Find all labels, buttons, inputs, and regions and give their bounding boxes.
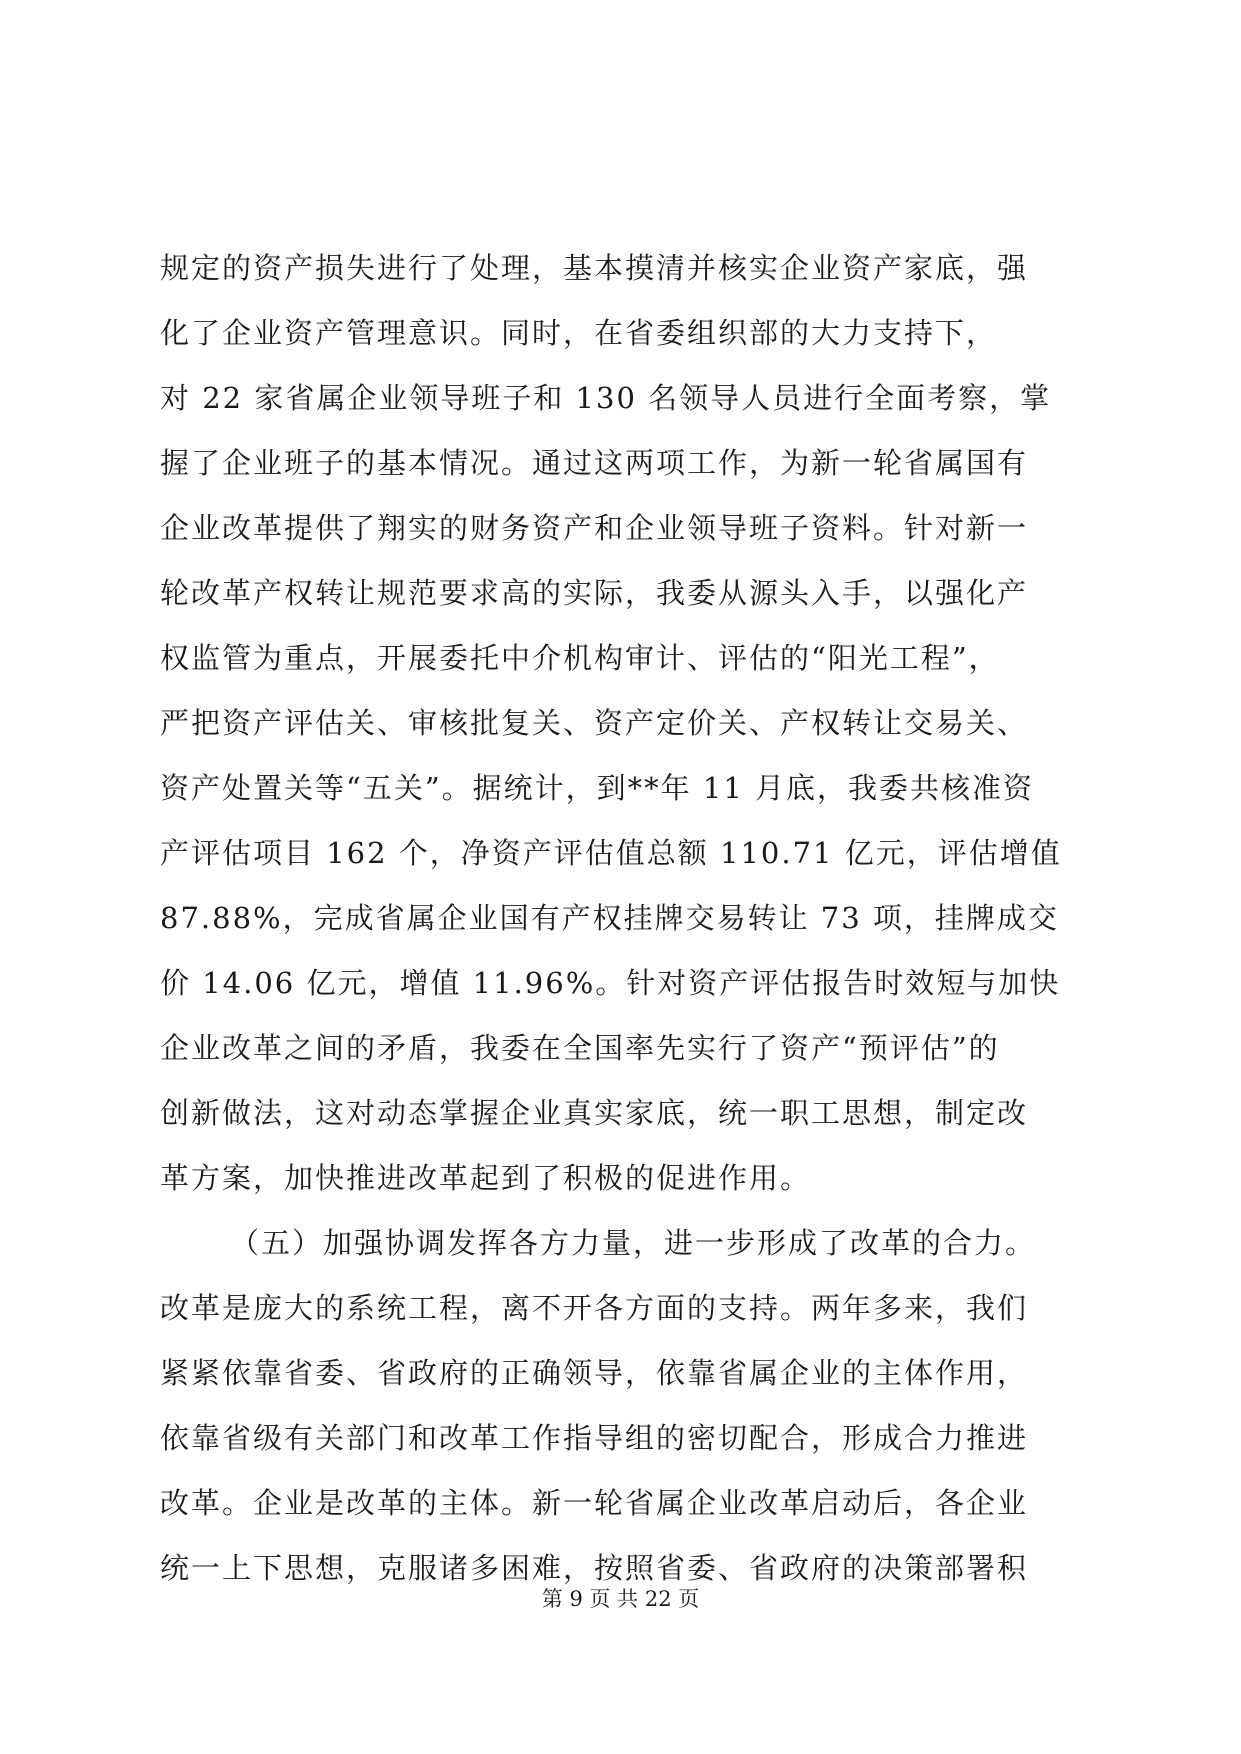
- text-line: 改革。企业是改革的主体。新一轮省属企业改革启动后，各企业: [160, 1486, 1029, 1520]
- text-line: 革方案，加快推进改革起到了积极的促进作用。: [160, 1161, 812, 1195]
- text-line: 化了企业资产管理意识。同时，在省委组织部的大力支持下，: [160, 316, 998, 350]
- text-line: 资产处置关等“五关”。据统计，到**年 11 月底，我委共核准资: [160, 771, 1034, 805]
- text-line: 严把资产评估关、审核批复关、资产定价关、产权转让交易关、: [160, 706, 1029, 740]
- text-line: 权监管为重点，开展委托中介机构审计、评估的“阳光工程”，: [160, 641, 1000, 675]
- text-line: 创新做法，这对动态掌握企业真实家底，统一职工思想，制定改: [160, 1096, 1029, 1130]
- text-line: 依靠省级有关部门和改革工作指导组的密切配合，形成合力推进: [160, 1421, 1029, 1455]
- text-line: 改革是庞大的系统工程，离不开各方面的支持。两年多来，我们: [160, 1291, 1029, 1325]
- text-line: 产评估项目 162 个，净资产评估值总额 110.71 亿元，评估增值: [160, 836, 1062, 870]
- text-line: 轮改革产权转让规范要求高的实际，我委从源头入手，以强化产: [160, 576, 1029, 610]
- text-line: 价 14.06 亿元，增值 11.96%。针对资产评估报告时效短与加快: [160, 966, 1061, 1000]
- body-text: [160, 236, 1100, 1601]
- text-line: 87.88%，完成省属企业国有产权挂牌交易转让 73 项，挂牌成交: [160, 901, 1059, 935]
- text-line: 企业改革提供了翔实的财务资产和企业领导班子资料。针对新一: [160, 511, 1029, 545]
- text-line: 紧紧依靠省委、省政府的正确领导，依靠省属企业的主体作用，: [160, 1356, 1029, 1390]
- text-line: 规定的资产损失进行了处理，基本摸清并核实企业资产家底，强: [160, 251, 1029, 285]
- section-heading-line: （五）加强协调发挥各方力量，进一步形成了改革的合力。: [230, 1226, 1037, 1260]
- page-number-footer: 第 9 页 共 22 页: [541, 1587, 700, 1611]
- text-line: 统一上下思想，克服诸多困难，按照省委、省政府的决策部署积: [160, 1551, 1029, 1585]
- text-line: 握了企业班子的基本情况。通过这两项工作，为新一轮省属国有: [160, 446, 1029, 480]
- text-line: 对 22 家省属企业领导班子和 130 名领导人员进行全面考察，掌: [160, 381, 1052, 415]
- text-line: 企业改革之间的矛盾，我委在全国率先实行了资产“预评估”的: [160, 1031, 1000, 1065]
